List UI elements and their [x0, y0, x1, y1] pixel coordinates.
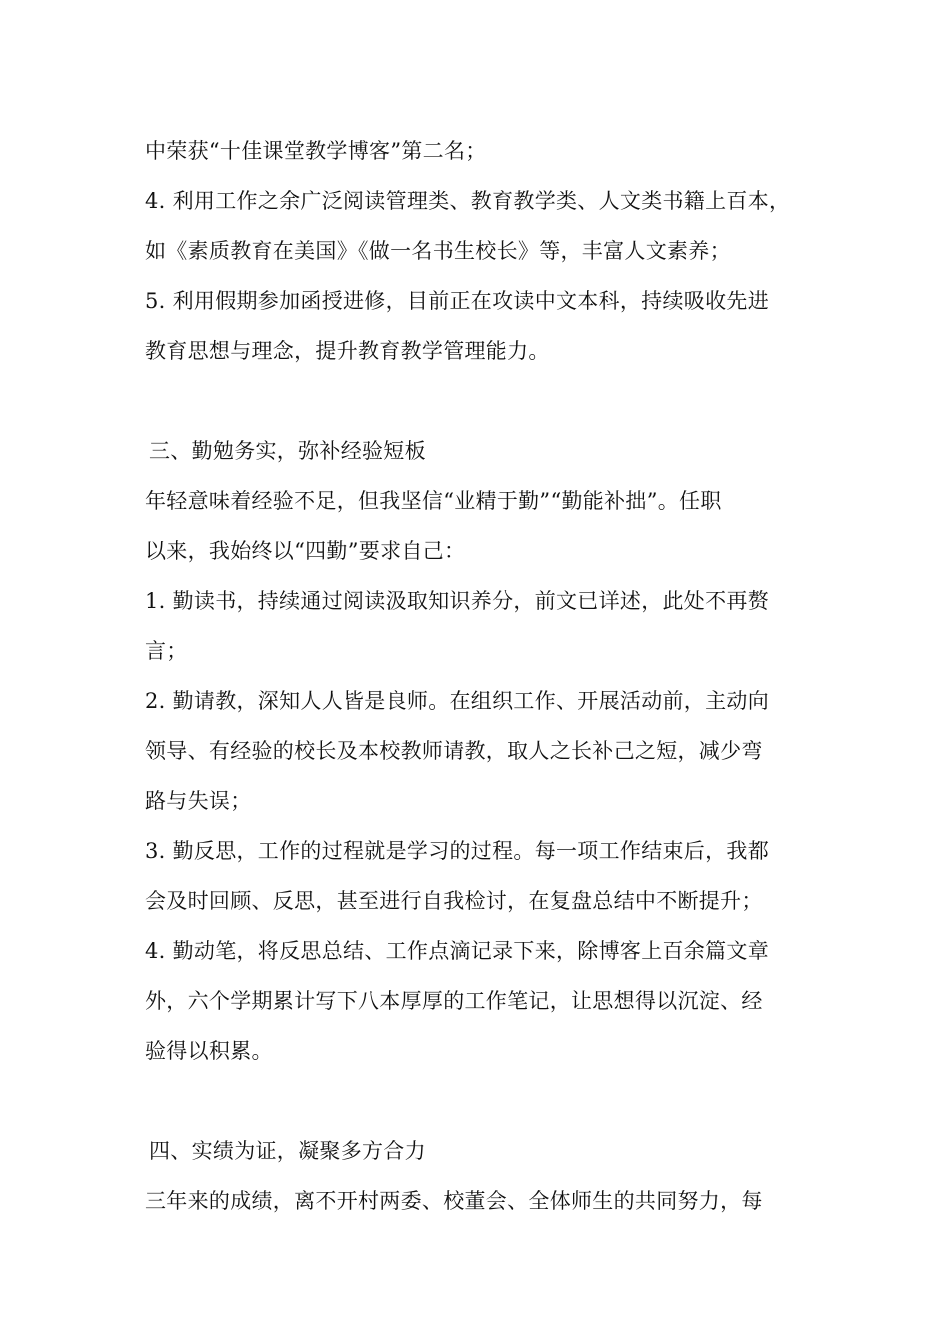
text-line: 领导、有经验的校长及本校教师请教，取人之长补己之短，减少弯 — [145, 739, 763, 763]
text-line: 路与失误； — [145, 789, 252, 813]
text-line: 外，六个学期累计写下八本厚厚的工作笔记，让思想得以沉淀、经 — [145, 989, 763, 1013]
text-line: 验得以积累。 — [145, 1039, 273, 1063]
text-line: 教育思想与理念，提升教育教学管理能力。 — [145, 339, 550, 363]
text-line: 1. 勤读书，持续通过阅读汲取知识养分，前文已详述，此处不再赘 — [145, 589, 770, 613]
text-line: 会及时回顾、反思，甚至进行自我检讨，在复盘总结中不断提升； — [145, 889, 763, 913]
text-line: 三年来的成绩，离不开村两委、校董会、全体师生的共同努力，每 — [145, 1189, 763, 1213]
text-line: 4. 勤动笔，将反思总结、工作点滴记录下来，除博客上百余篇文章 — [145, 939, 770, 963]
text-line: 3. 勤反思，工作的过程就是学习的过程。每一项工作结束后，我都 — [145, 839, 770, 863]
text-line: 中荣获“十佳课堂教学博客”第二名； — [145, 139, 487, 163]
text-line: 如《素质教育在美国》《做一名书生校长》等，丰富人文素养； — [145, 239, 731, 263]
text-line: 5. 利用假期参加函授进修，目前正在攻读中文本科，持续吸收先进 — [145, 289, 770, 313]
text-line: 4. 利用工作之余广泛阅读管理类、教育教学类、人文类书籍上百本， — [145, 189, 791, 213]
section-heading: 三、勤勉务实，弥补经验短板 — [149, 439, 426, 463]
text-line: 言； — [145, 639, 188, 663]
text-line: 以来，我始终以“四勤”要求自己： — [145, 539, 466, 563]
text-line: 年轻意味着经验不足，但我坚信“业精于勤”“勤能补拙”。任职 — [145, 489, 722, 513]
section-heading: 四、实绩为证，凝聚多方合力 — [149, 1139, 426, 1163]
text-line: 2. 勤请教，深知人人皆是良师。在组织工作、开展活动前，主动向 — [145, 689, 770, 713]
